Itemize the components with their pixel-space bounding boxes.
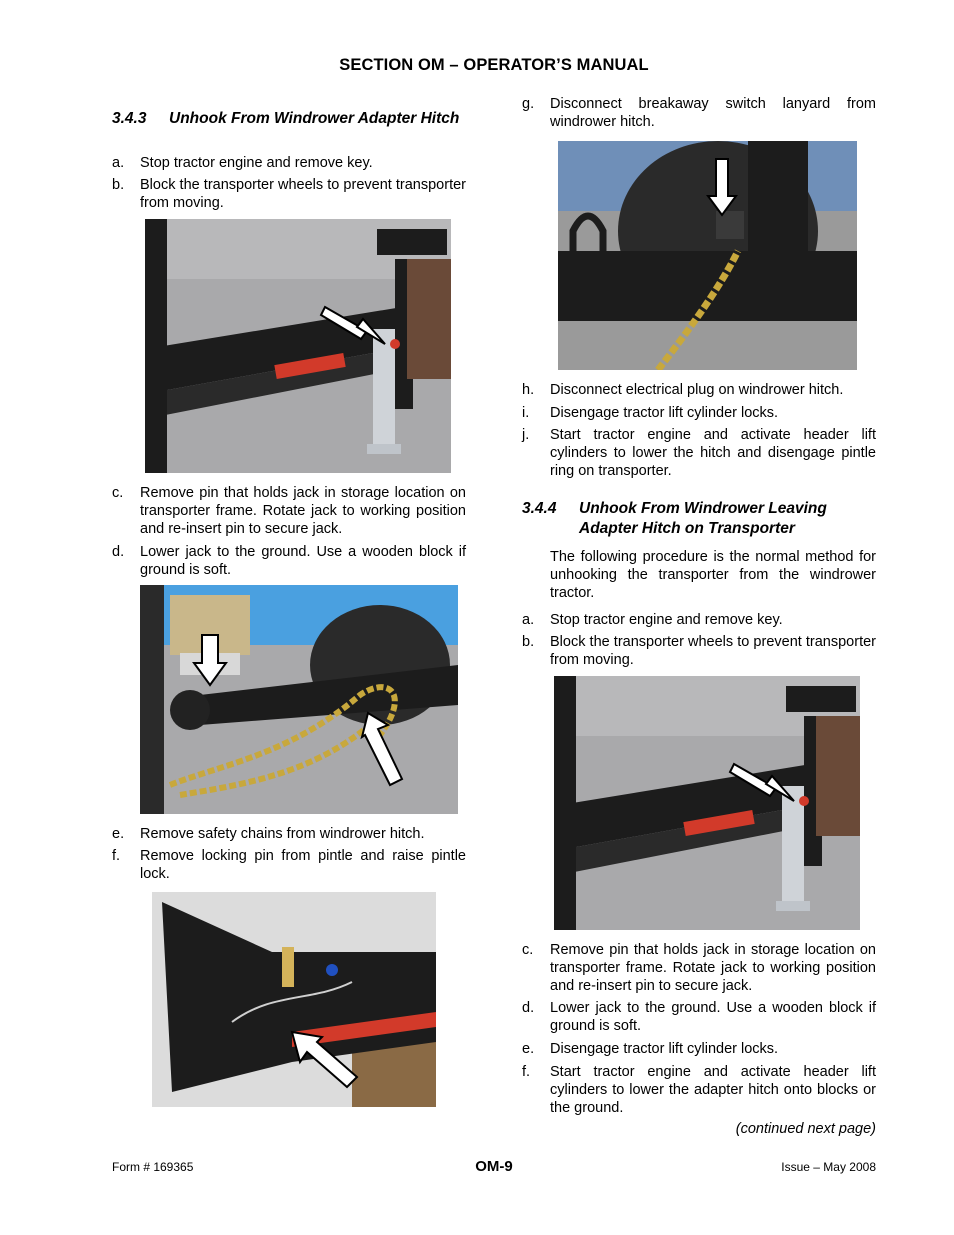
step-letter: c. — [112, 485, 124, 501]
step-text: Disengage tractor lift cylinder locks. — [550, 1041, 779, 1057]
step-letter: h. — [522, 382, 535, 398]
step-text: Start tractor engine and activate header lift cylinders to lower the adapter hitch onto blocks or the ground. — [550, 1064, 876, 1116]
step-text: Stop tractor engine and remove key. — [140, 155, 373, 171]
step-text: Block the transporter wheels to prevent transporter from moving. — [550, 634, 876, 668]
photo-safety-chains — [140, 585, 458, 814]
photo-pintle-lock — [152, 892, 436, 1107]
step-text: Remove locking pin from pintle and raise pintle lock. — [140, 848, 466, 882]
step-letter: e. — [112, 826, 125, 842]
step-text: Lower jack to the ground. Use a wooden block if ground is soft. — [550, 1000, 876, 1034]
step-letter: i. — [522, 405, 530, 421]
issue-date: Issue – May 2008 — [781, 1160, 876, 1174]
section-number: 3.4.3 — [112, 110, 147, 127]
step-letter: e. — [522, 1041, 535, 1057]
continued-note: (continued next page) — [735, 1121, 876, 1137]
step-text: Disengage tractor lift cylinder locks. — [550, 405, 779, 421]
step-text: Block the transporter wheels to prevent transporter from moving. — [140, 177, 466, 211]
intro-paragraph: The following procedure is the normal method for unhooking the transporter from the windrower tractor. — [550, 549, 876, 601]
step-text: Disconnect breakaway switch lanyard from windrower hitch. — [550, 96, 876, 130]
step-text: Remove safety chains from windrower hitch. — [140, 826, 425, 842]
photo-jack-storage — [145, 219, 451, 473]
step-text: Remove pin that holds jack in storage location on transporter frame. Rotate jack to working position and re-insert pin to secure jack. — [140, 485, 466, 537]
section-heading-344 — [522, 499, 892, 541]
step-text: Remove pin that holds jack in storage location on transporter frame. Rotate jack to working position and re-insert pin to secure jack. — [550, 942, 876, 994]
step-letter: j. — [522, 427, 530, 443]
step-letter: d. — [112, 544, 125, 560]
page-title: SECTION OM – OPERATOR’S MANUAL — [339, 56, 649, 74]
step-letter: g. — [522, 96, 535, 112]
form-number: Form # 169365 — [112, 1160, 194, 1174]
step-letter: b. — [522, 634, 535, 650]
step-letter: f. — [522, 1064, 531, 1080]
step-text: Disconnect electrical plug on windrower hitch. — [550, 382, 844, 398]
step-letter: d. — [522, 1000, 535, 1016]
step-text: Start tractor engine and activate header lift cylinders to lower the hitch and disengage pintle ring on transporter. — [550, 427, 876, 479]
step-letter: a. — [522, 612, 535, 628]
section-heading-343 — [112, 109, 472, 151]
step-letter: a. — [112, 155, 125, 171]
step-letter: b. — [112, 177, 125, 193]
section-number: 3.4.4 — [522, 500, 557, 517]
page-number: OM-9 — [475, 1158, 513, 1175]
step-text: Lower jack to the ground. Use a wooden block if ground is soft. — [140, 544, 466, 578]
photo-breakaway-switch — [558, 141, 857, 370]
step-letter: c. — [522, 942, 534, 958]
step-letter: f. — [112, 848, 121, 864]
photo-jack-working — [554, 676, 860, 930]
step-text: Stop tractor engine and remove key. — [550, 612, 783, 628]
section-title: Unhook From Windrower Leaving Adapter Hitch on Transporter — [579, 500, 827, 537]
section-title: Unhook From Windrower Adapter Hitch — [169, 110, 460, 127]
